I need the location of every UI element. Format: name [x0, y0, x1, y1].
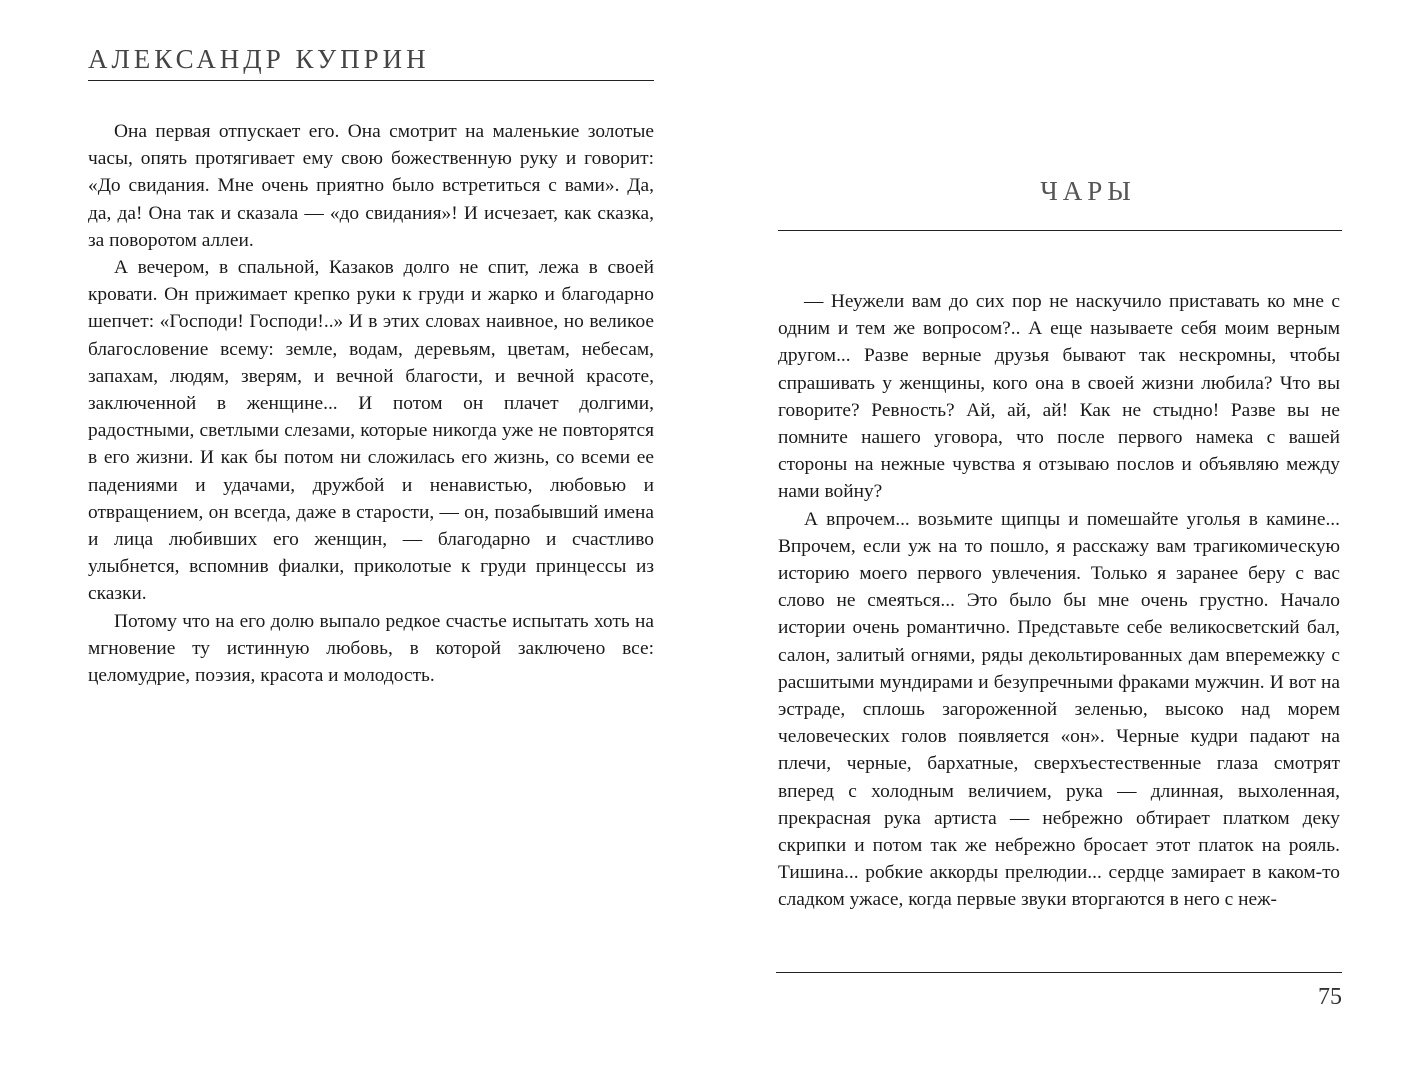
- footer-rule: [776, 972, 1342, 973]
- paragraph: Она первая отпускает его. Она смотрит на маленькие золотые часы, опять протягивает ему свою божественную руку и говорит: «До свидания. Мне очень приятно было встретиться с вами». Да, да, да! Она так и сказала — «до свидания»! И исчезает, как сказка, за поворотом аллеи.: [88, 121, 654, 251]
- left-page-text: [88, 118, 654, 689]
- paragraph: А впрочем... возьмите щипцы и помешайте уголья в камине... Впрочем, если уж на то пошло, я расскажу вам трагикомическую историю моего первого увлечения. Только я заранее беру с вас слово не смеяться... Это было бы мне очень грустно. Начало истории очень романтично. Представьте себе великосветский бал, салон, залитый огнями, ряды декольтированных дам вперемежку с расшитыми мундирами и безупречными фраками мужчин. И вот на эстраде, сплошь загороженной зеленью, высоко над морем человеческих голов появляется «он». Черные кудри падают на плечи, черные, бархатные, сверхъестественные глаза смотрят вперед с холодным величием, рука — длинная, выхоленная, прекрасная рука артиста — небрежно обтирает платком деку скрипки и потом так же небрежно бросает этот платок на рояль. Тишина... робкие аккорды прелюдии... сердце замирает в каком-то сладком ужасе, когда первые звуки вторгаются в него с неж-: [778, 508, 1340, 911]
- chapter-title: ЧАРЫ: [1040, 176, 1136, 206]
- header-rule: [88, 80, 654, 81]
- paragraph: — Неужели вам до сих пор не наскучило приставать ко мне с одним и тем же вопросом?.. А еще называете себя моим верным другом... Разве верные друзья бывают так нескромны, чтобы спрашивать у женщины, кого она в своей жизни любила? Что вы говорите? Ревность? Ай, ай, ай! Как не стыдно! Разве вы не помните нашего уговора, что после первого намека с вашей стороны на нежные чувства я отзываю послов и объявляю между нами войну?: [778, 291, 1340, 503]
- paragraph: А вечером, в спальной, Казаков долго не спит, лежа в своей кровати. Он прижимает крепко руки к груди и жарко и благодарно шепчет: «Господи! Господи!..» И в этих словах наивное, но великое благословение всему: земле, водам, деревьям, цветам, небесам, запахам, людям, зверям, и вечной благости, и вечной красоте, заключенной в женщине... И потом он плачет долгими, радостными, светлыми слезами, которые никогда уже не повторятся в его жизни. И как бы потом ни сложилась его жизнь, со всеми ее падениями и удачами, дружбой и ненавистью, любовью и отвращением, он всегда, даже в старости, — он, позабывший имена и лица любивших его женщин, — благодарно и счастливо улыбнется, вспомнив фиалки, приколотые к груди принцессы из сказки.: [88, 257, 654, 605]
- running-head-author: АЛЕКСАНДР КУПРИН: [88, 44, 430, 74]
- paragraph: Потому что на его долю выпало редкое счастье испытать хоть на мгновение ту истинную любовь, в которой заключено все: целомудрие, поэзия, красота и молодость.: [88, 610, 654, 687]
- right-page-text: [778, 288, 1340, 914]
- chapter-title-rule: [778, 230, 1342, 231]
- right-page: [712, 0, 1424, 1080]
- page-number: 75: [1318, 984, 1342, 1010]
